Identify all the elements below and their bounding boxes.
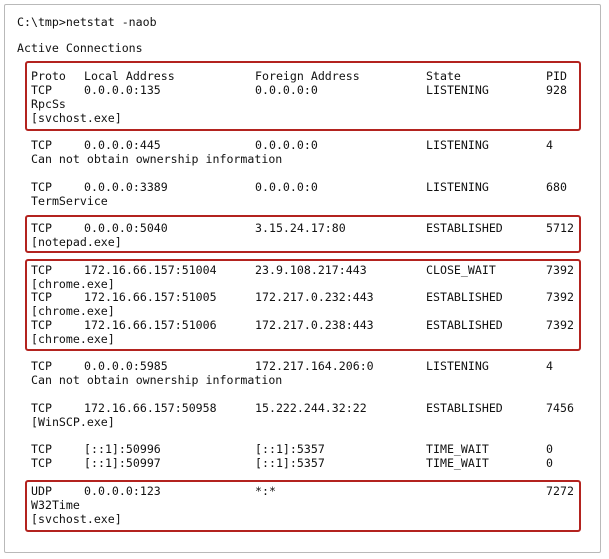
section-title: Active Connections (17, 41, 143, 55)
table-row (0, 318, 609, 332)
cell-local: 0.0.0.0:135 (84, 83, 161, 97)
cell-pid: 7392 (546, 290, 574, 304)
cell-pid: 4 (546, 138, 553, 152)
cell-proto: UDP (31, 484, 52, 498)
cell-pid: 7392 (546, 263, 574, 277)
table-row (0, 359, 609, 373)
command-prompt: C:\tmp>netstat -naob (17, 15, 157, 29)
cell-state: ESTABLISHED (426, 221, 503, 235)
row-process-info: RpcSs (31, 97, 66, 111)
table-row (0, 484, 609, 498)
cell-proto: TCP (31, 263, 52, 277)
cell-local: 172.16.66.157:51004 (84, 263, 217, 277)
cell-proto: TCP (31, 180, 52, 194)
cell-pid: 7272 (546, 484, 574, 498)
cell-state: LISTENING (426, 83, 489, 97)
row-process-info: W32Time (31, 498, 80, 512)
cell-pid: 4 (546, 359, 553, 373)
cell-foreign: 172.217.0.232:443 (255, 290, 374, 304)
cell-proto: TCP (31, 290, 52, 304)
cell-foreign: 0.0.0.0:0 (255, 138, 318, 152)
cell-foreign: [::1]:5357 (255, 442, 325, 456)
table-row (0, 180, 609, 194)
row-process-info: [svchost.exe] (31, 512, 122, 526)
cell-proto: TCP (31, 442, 52, 456)
cell-state: TIME_WAIT (426, 456, 489, 470)
cell-pid: 680 (546, 180, 567, 194)
cell-proto: TCP (31, 318, 52, 332)
cell-proto: TCP (31, 221, 52, 235)
table-row (0, 221, 609, 235)
cell-state: LISTENING (426, 138, 489, 152)
table-row (0, 83, 609, 97)
row-process-info: [notepad.exe] (31, 235, 122, 249)
table-row (0, 401, 609, 415)
cell-proto: TCP (31, 401, 52, 415)
row-process-info: [WinSCP.exe] (31, 415, 115, 429)
row-process-info: Can not obtain ownership information (31, 152, 283, 166)
cell-proto: TCP (31, 138, 52, 152)
cell-local: 172.16.66.157:51005 (84, 290, 217, 304)
cell-pid: 5712 (546, 221, 574, 235)
cell-foreign: *:* (255, 484, 276, 498)
table-row (0, 290, 609, 304)
header-state: State (426, 69, 461, 83)
cell-state: LISTENING (426, 180, 489, 194)
table-row (0, 442, 609, 456)
cell-foreign: 15.222.244.32:22 (255, 401, 367, 415)
cell-pid: 0 (546, 442, 553, 456)
cell-foreign: 172.217.164.206:0 (255, 359, 374, 373)
cell-foreign: 23.9.108.217:443 (255, 263, 367, 277)
cell-pid: 7456 (546, 401, 574, 415)
header-local-address: Local Address (84, 69, 175, 83)
cell-local: 172.16.66.157:50958 (84, 401, 217, 415)
cell-foreign: [::1]:5357 (255, 456, 325, 470)
cell-local: [::1]:50997 (84, 456, 161, 470)
cell-local: [::1]:50996 (84, 442, 161, 456)
row-process-info: Can not obtain ownership information (31, 373, 283, 387)
row-process-info: [chrome.exe] (31, 277, 115, 291)
cell-local: 0.0.0.0:5985 (84, 359, 168, 373)
header-pid: PID (546, 69, 567, 83)
cell-local: 0.0.0.0:123 (84, 484, 161, 498)
cell-proto: TCP (31, 359, 52, 373)
cell-state: ESTABLISHED (426, 290, 503, 304)
row-process-info: [svchost.exe] (31, 111, 122, 125)
cell-foreign: 172.217.0.238:443 (255, 318, 374, 332)
cell-local: 0.0.0.0:5040 (84, 221, 168, 235)
row-process-info: [chrome.exe] (31, 332, 115, 346)
row-process-info: TermService (31, 194, 108, 208)
row-process-info: [chrome.exe] (31, 304, 115, 318)
cell-local: 172.16.66.157:51006 (84, 318, 217, 332)
header-row (0, 69, 609, 83)
table-row (0, 456, 609, 470)
cell-proto: TCP (31, 83, 52, 97)
cell-pid: 928 (546, 83, 567, 97)
table-row (0, 138, 609, 152)
cell-foreign: 0.0.0.0:0 (255, 180, 318, 194)
cell-pid: 0 (546, 456, 553, 470)
cell-state: ESTABLISHED (426, 318, 503, 332)
header-foreign-address: Foreign Address (255, 69, 360, 83)
cell-state: LISTENING (426, 359, 489, 373)
cell-foreign: 3.15.24.17:80 (255, 221, 346, 235)
cell-local: 0.0.0.0:445 (84, 138, 161, 152)
cell-proto: TCP (31, 456, 52, 470)
cell-foreign: 0.0.0.0:0 (255, 83, 318, 97)
cell-state: TIME_WAIT (426, 442, 489, 456)
cell-local: 0.0.0.0:3389 (84, 180, 168, 194)
cell-state: ESTABLISHED (426, 401, 503, 415)
cell-state: CLOSE_WAIT (426, 263, 496, 277)
cell-pid: 7392 (546, 318, 574, 332)
table-row (0, 263, 609, 277)
header-proto: Proto (31, 69, 66, 83)
